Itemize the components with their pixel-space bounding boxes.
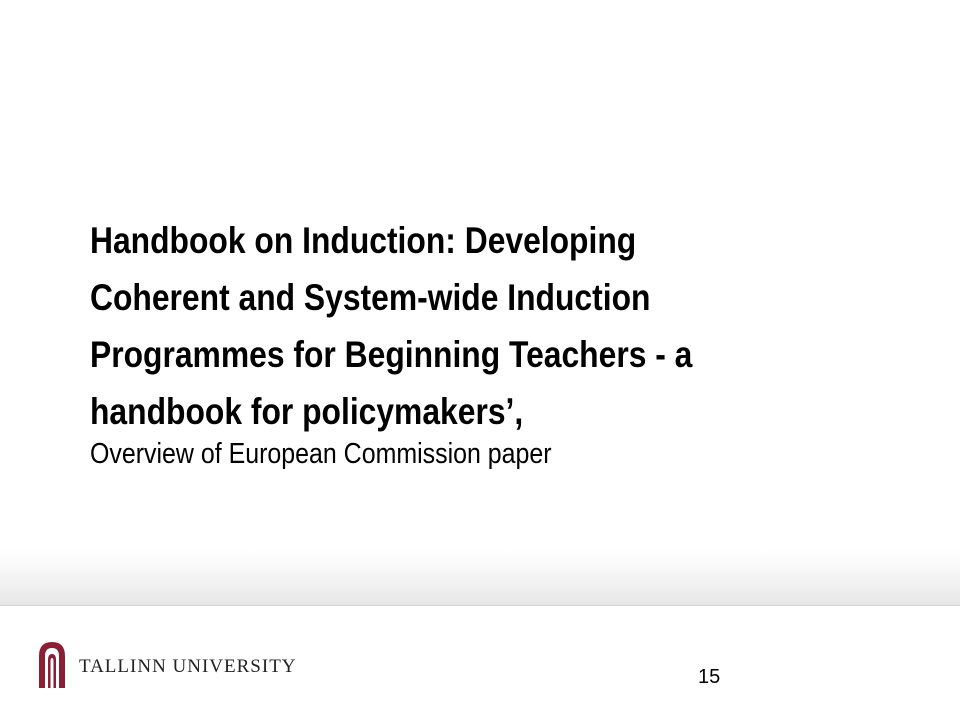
- title-line: Handbook on Induction: Developing: [90, 220, 637, 261]
- tallinn-university-arch-icon: [35, 638, 69, 690]
- university-name: TALLINN UNIVERSITY: [79, 656, 297, 677]
- title-line: Programmes for Beginning Teachers - a: [90, 334, 693, 375]
- footer-band: [0, 550, 960, 606]
- tallinn-university-logo: [35, 638, 297, 690]
- slide-title: [90, 212, 778, 440]
- title-line: Coherent and System-wide Induction: [90, 277, 651, 318]
- title-block: [90, 212, 890, 472]
- title-line: handbook for policymakers’,: [90, 391, 524, 432]
- page-number: 15: [698, 666, 721, 688]
- footer-divider: [0, 605, 960, 606]
- slide-subtitle: Overview of European Commission paper: [90, 438, 552, 470]
